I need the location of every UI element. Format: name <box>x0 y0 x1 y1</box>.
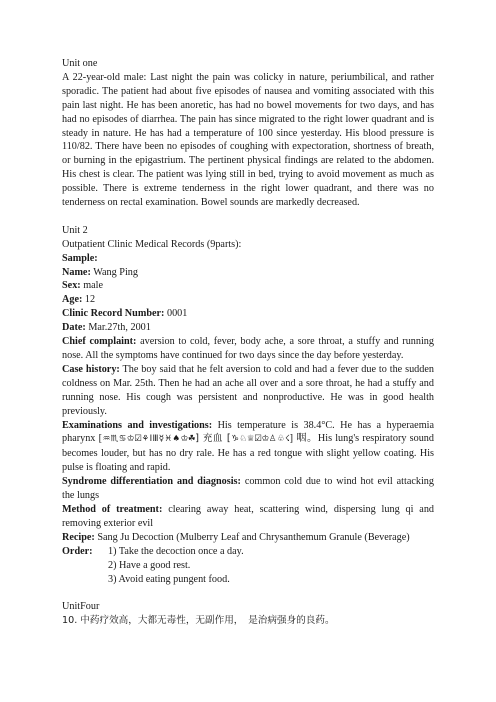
case-history-paragraph <box>62 363 434 419</box>
document-page <box>62 57 434 628</box>
name-value: Wang Ping <box>90 266 138 278</box>
unit1-case-text: A 22-year-old male: Last night the pain was colicky in nature, periumbilical, and rather sporadic. The patient had about five episodes of nausea and vomiting associated with this pain last night. He has been anoretic, has had no bowel movements for two days, and has had no episodes of diarrhea. The pain has since migrated to the right lower quadrant and is steady in nature. He has had a temperature of 100 since yesterday. His blood pressure is 110/82. There have been no episodes of coughing with expectoration, shortness of breath, or burning in the epigastrium. The pertinent physical findings are related to the abdomen. His chest is clear. The patient was lying still in bed, trying to avoid movement as much as possible. There is extreme tenderness in the right lower quadrant, and there was no tenderness on rectal examination. Bowel sounds are markedly decreased. <box>62 71 434 209</box>
record-number-value: 0001 <box>164 308 188 320</box>
order-line <box>62 545 434 559</box>
syndrome-text: common cold due to wind hot evil attacking the lungs <box>62 476 434 502</box>
phonetic-symbols-1: ♒♏♋♔☑⚘ⅠⅢ☿♓♠♔☘ <box>101 434 196 445</box>
examinations-paragraph <box>62 419 434 476</box>
age-value: 12 <box>82 294 96 306</box>
unit2-heading: Unit 2 <box>62 224 88 236</box>
chief-complaint-paragraph <box>62 335 434 363</box>
syndrome-label: Syndrome differentiation and diagnosis: <box>62 476 241 488</box>
spacer <box>62 210 434 224</box>
sex-label: Sex: <box>62 280 81 292</box>
method-label: Method of treatment: <box>62 503 163 515</box>
syndrome-paragraph <box>62 475 434 503</box>
unit4-item: 10. 中药疗效高，大都无毒性，无副作用， 是治病强身的良药。 <box>62 615 335 627</box>
method-paragraph <box>62 503 434 531</box>
order-label: Order: <box>62 545 93 557</box>
date-line <box>62 321 434 335</box>
sex-value: male <box>80 280 104 292</box>
order-list <box>62 559 434 587</box>
chief-complaint-text: aversion to cold, fever, body ache, a sore throat, a stuffy and running nose. All the symptoms have continued for two days since the day before yesterday. <box>62 336 434 362</box>
date-value: Mar.27th, 2001 <box>85 322 151 334</box>
examinations-label: Examinations and investigations: <box>62 419 213 431</box>
recipe-label: Recipe: <box>62 531 95 543</box>
case-history-label: Case history: <box>62 363 120 375</box>
date-label: Date: <box>62 322 86 334</box>
name-label: Name: <box>62 266 91 278</box>
examinations-text-c: ] 咽。His lung's respiratory sound becomes louder, but has no dry rale. He has a red tongue with slight yellow coating. His pulse is floating and rapid. <box>62 433 434 474</box>
method-text: clearing away heat, scattering wind, dispersing lung qi and removing exterior evil <box>62 503 435 529</box>
order-item: 2) Have a good rest. <box>108 559 191 571</box>
age-label: Age: <box>62 294 83 306</box>
record-number-line <box>62 307 434 321</box>
spacer <box>62 586 434 600</box>
recipe-paragraph <box>62 531 434 545</box>
unit2-subheading: Outpatient Clinic Medical Records (9parts): <box>62 238 242 250</box>
unit4-heading: UnitFour <box>62 601 100 613</box>
examinations-text-a: His temperature is 38.4°C. He has a hyperaemia pharynx [ <box>62 419 434 445</box>
examinations-text-b: ] 充血 [ <box>195 433 231 445</box>
chief-complaint-label: Chief complaint: <box>62 336 137 348</box>
case-history-text: The boy said that he felt aversion to cold and had a fever due to the sudden coldness on Mar. 25th. Then he had an ache all over and a sore throat, he had a stuffy and running nose. His cough was persistent and nonproductive. He was in good health previously. <box>62 363 434 417</box>
sex-line <box>62 279 434 293</box>
order-item: 3) Avoid eating pungent food. <box>108 573 230 585</box>
recipe-text: Sang Ju Decoction (Mulberry Leaf and Chrysanthemum Granule (Beverage) <box>94 531 410 543</box>
unit1-heading: Unit one <box>62 58 98 69</box>
sample-label: Sample: <box>62 252 98 264</box>
record-number-label: Clinic Record Number: <box>62 308 165 320</box>
order-item: 1) Take the decoction once a day. <box>108 545 244 557</box>
phonetic-symbols-2: ♑♘♕☑♔♙♧☇ <box>230 434 290 445</box>
age-line <box>62 293 434 307</box>
name-line <box>62 266 434 280</box>
